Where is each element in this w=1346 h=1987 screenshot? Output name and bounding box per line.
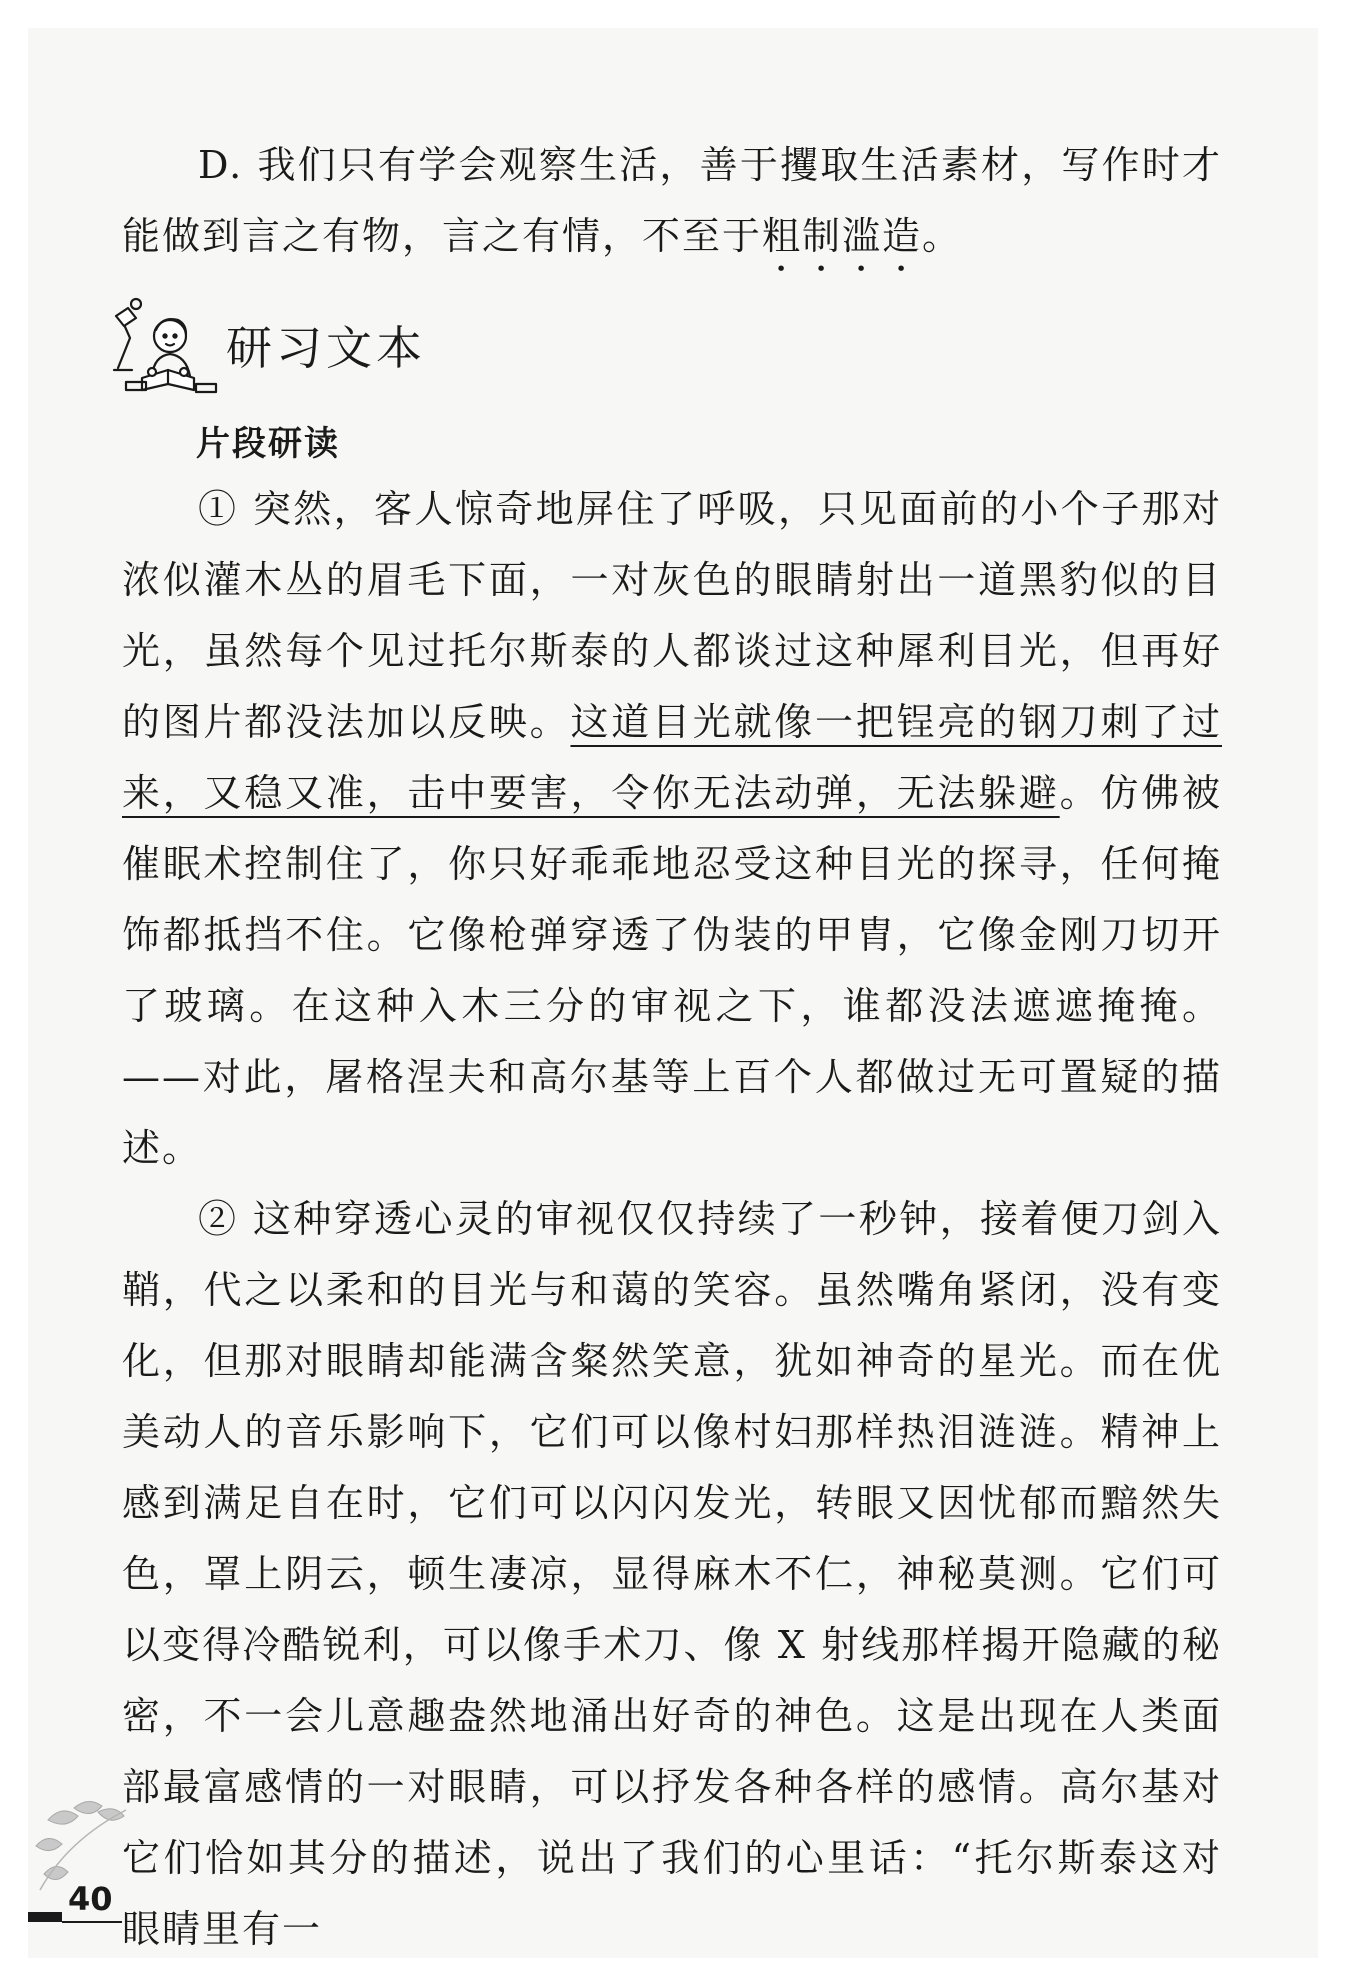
paragraph-2: ② 这种穿透心灵的审视仅仅持续了一秒钟，接着便刀剑入鞘，代之以柔和的目光与和蔼的笑容。虽然嘴角紧闭，没有变化，但那对眼睛却能满含粲然笑意，犹如神奇的星光。而在优美动人的音乐影响下，它们可以像村妇那样热泪涟涟。精神上感到满足自在时，它们可以闪闪发光，转眼又因忧郁而黯然失色，罩上阴云，顿生凄凉，显得麻木不仁，神秘莫测。它们可以变得冷酷锐利，可以像手术刀、像 X 射线那样揭开隐藏的秘密，不一会儿意趣盎然地涌出好奇的神色。这是出现在人类面部最富感情的一对眼睛，可以抒发各种各样的感情。高尔基对它们恰如其分的描述，说出了我们的心里话：“托尔斯泰这对眼睛里有一 bbox=[122, 1197, 1222, 1951]
option-d-emphasis: 粗制滥造 bbox=[762, 214, 923, 258]
option-d-paragraph bbox=[122, 130, 1222, 280]
option-d-text: D. 我们只有学会观察生活，善于攫取生活素材，写作时才能做到言之有物，言之有情，不至于 bbox=[122, 143, 1222, 258]
page-number-rule bbox=[62, 1921, 122, 1923]
option-d-period: 。 bbox=[922, 214, 963, 258]
paragraph-1 bbox=[122, 474, 1222, 1184]
paragraph-1-start: ① 突然，客人惊奇地屏住了呼吸，只见面前的小个子那对浓似灌木丛的眉毛下面，一对灰色的眼睛射出一道黑豹似的目光，虽然每个见过托尔斯泰的人都谈过这种犀利目光，但再好的图片都没法加以反映。 bbox=[122, 487, 1222, 744]
reading-passage bbox=[122, 474, 1222, 1965]
sub-heading: 片段研读 bbox=[196, 424, 340, 464]
paragraph-1-end: 。仿佛被催眠术控制住了，你只好乖乖地忍受这种目光的探寻，任何掩饰都抵挡不住。它像枪弹穿透了伪装的甲胄，它像金刚刀切开了玻璃。在这种入木三分的审视之下，谁都没法遮遮掩掩。——对此，屠格涅夫和高尔基等上百个人都做过无可置疑的描述。 bbox=[122, 771, 1222, 1170]
student-reading-at-lamp-icon bbox=[112, 290, 222, 400]
section-heading bbox=[112, 290, 426, 400]
paragraph-1-underlined: 这道目光就像一把锃亮的钢刀刺了过来，又稳又准，击中要害，令你无法动弹，无法躲避 bbox=[122, 700, 1222, 815]
section-title: 研习文本 bbox=[226, 321, 426, 375]
page-number: 40 bbox=[68, 1880, 113, 1918]
page-number-bar bbox=[28, 1912, 62, 1922]
